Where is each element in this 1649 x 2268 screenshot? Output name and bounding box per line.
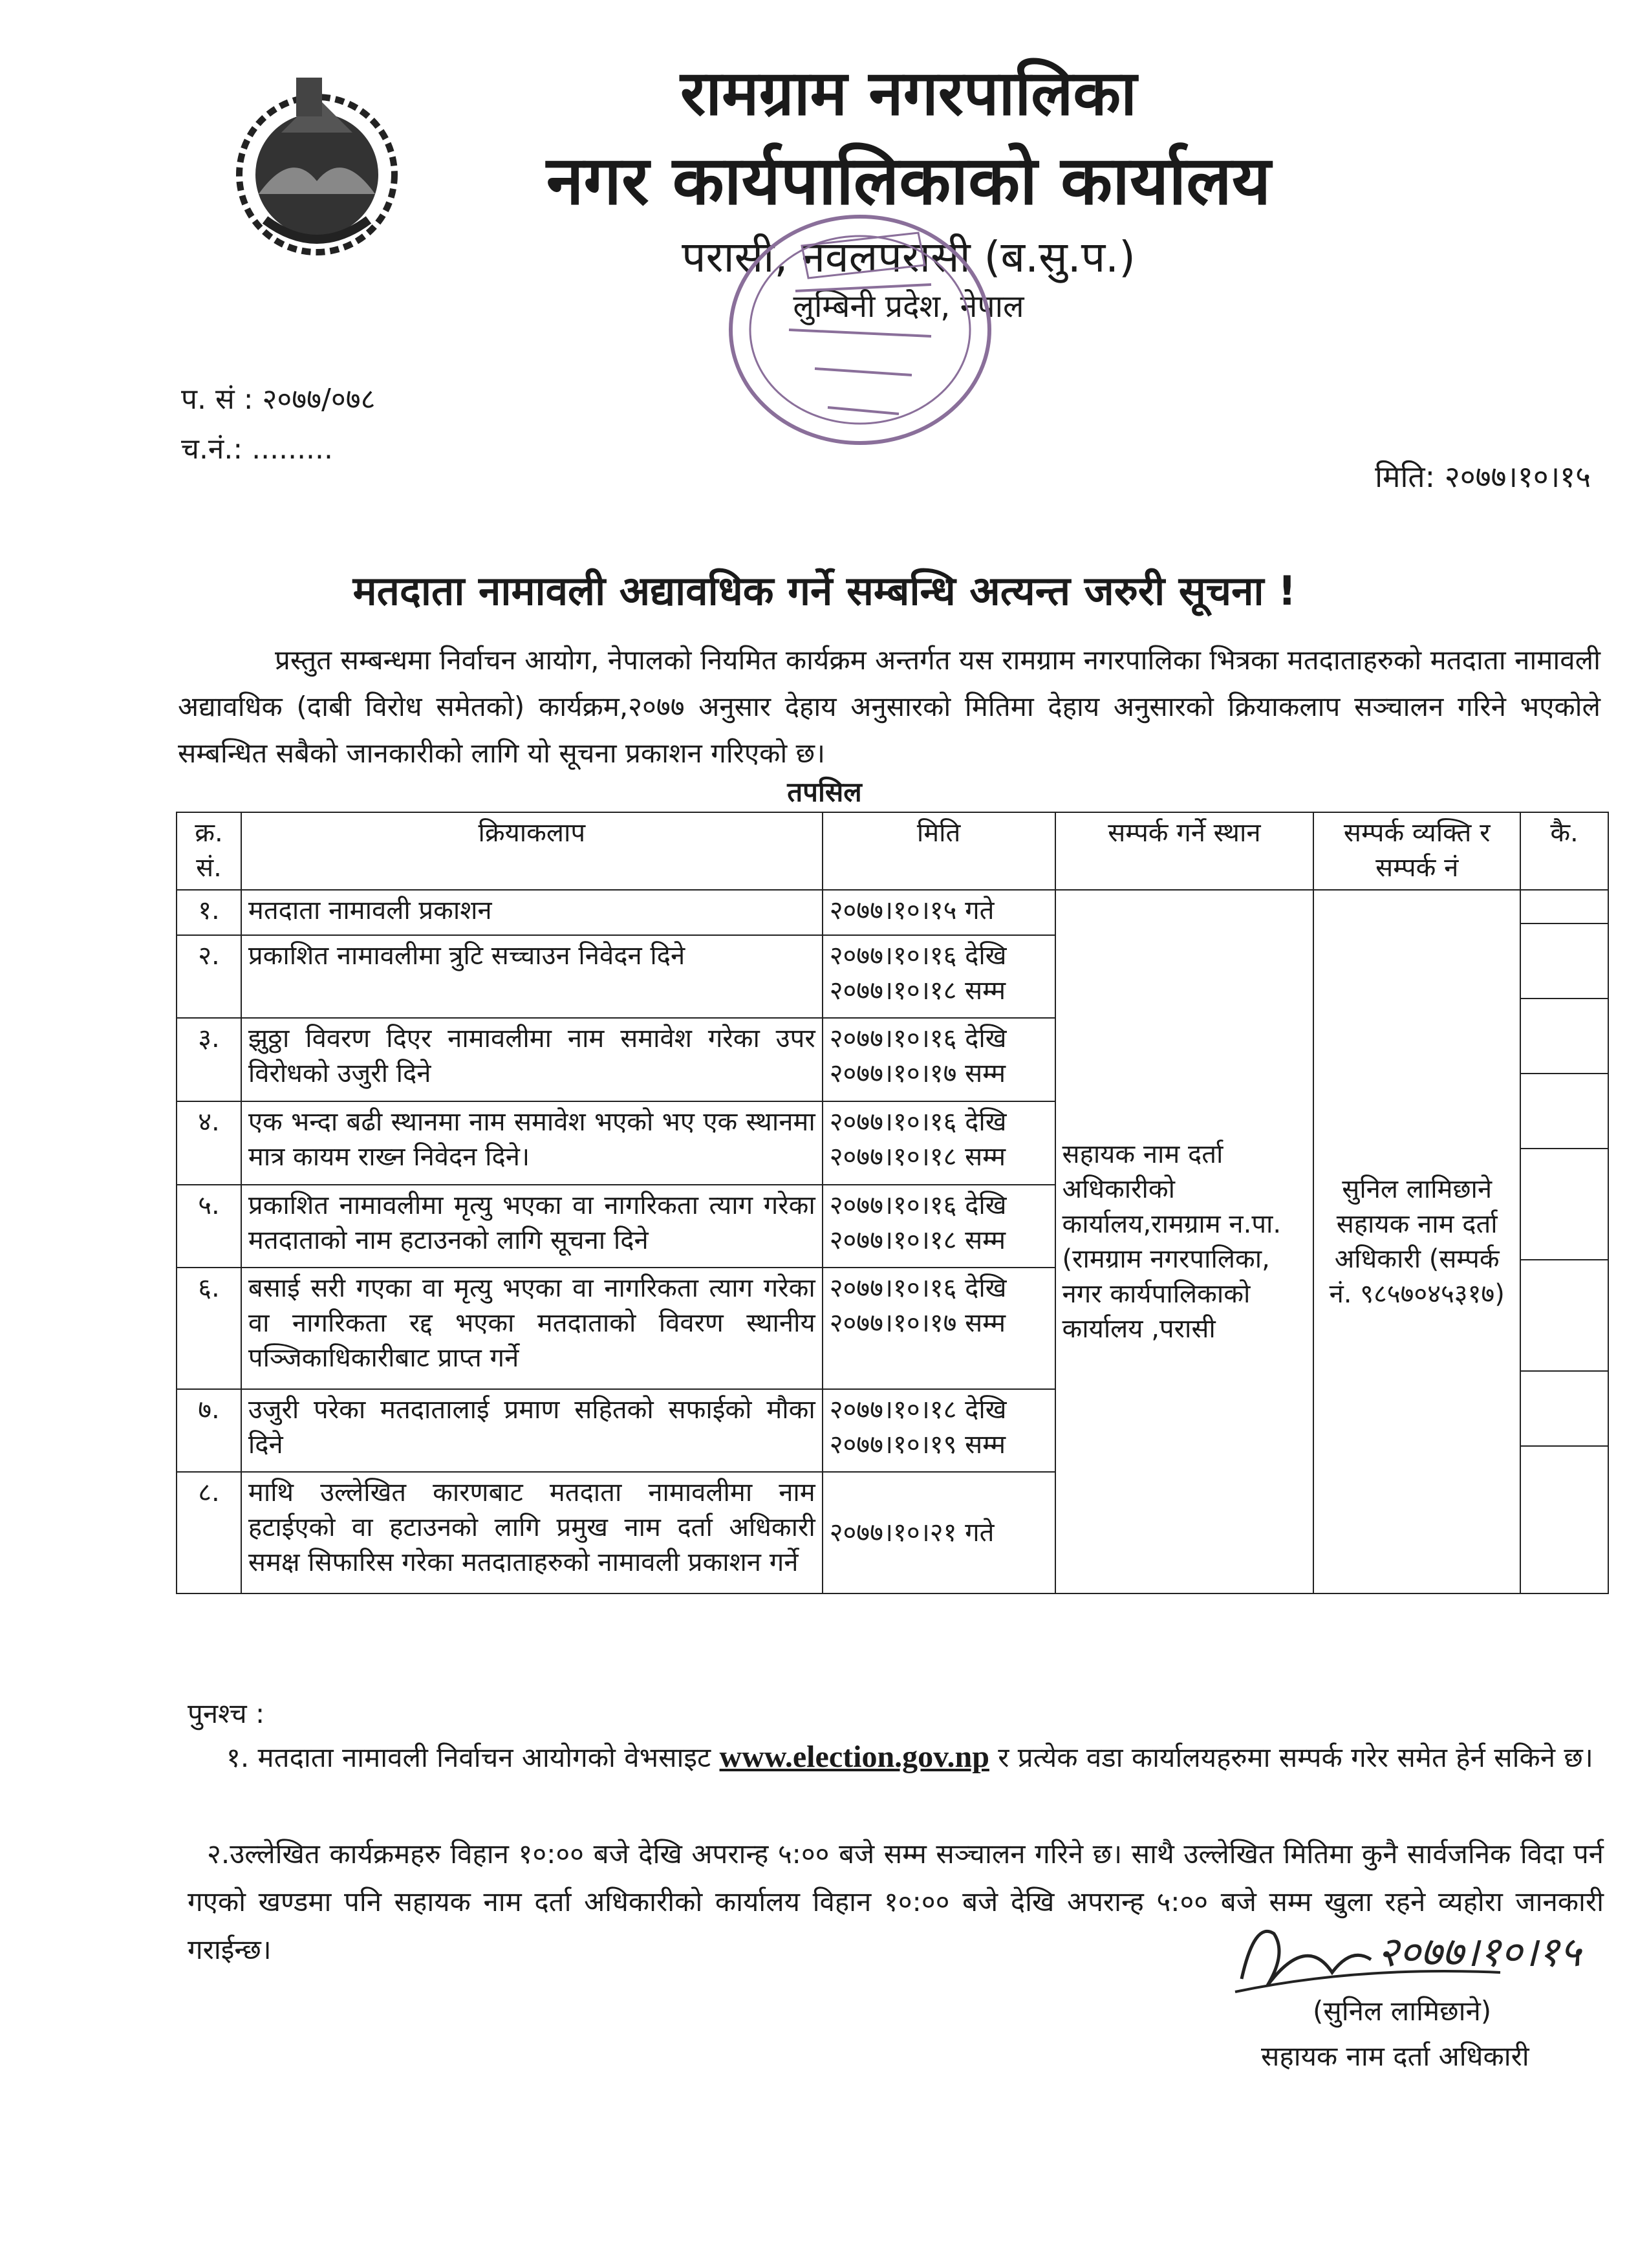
table-title: तपसिल xyxy=(787,776,862,808)
note1-text-before: १. मतदाता नामावली निर्वाचन आयोगको वेभसाइट xyxy=(226,1742,711,1773)
row-activity: बसाई सरी गएका वा मृत्यु भएका वा नागरिकता त्याग गरेका वा नागरिकता रद्द भएका मतदाताको विवरण स्थानीय पञ्जिकाधिकारीबाट प्राप्त गर्ने xyxy=(241,1268,823,1389)
row-date xyxy=(823,1185,1055,1268)
row-serial: ६. xyxy=(177,1268,241,1389)
header-activity: क्रियाकलाप xyxy=(241,812,823,890)
row-date-to: २०७७।१०।१८ सम्म xyxy=(829,1225,1006,1255)
row-date-from: २०७७।१०।१६ देखि xyxy=(829,1024,1007,1054)
province-country: लुम्बिनी प्रदेश, नेपाल xyxy=(793,288,1024,325)
row-activity: झुठ्ठा विवरण दिएर नामावलीमा नाम समावेश गरेका उपर विरोधको उजुरी दिने xyxy=(241,1018,823,1101)
notice-subject: मतदाता नामावली अद्यावधिक गर्ने सम्बन्धि अत्यन्त जरुरी सूचना ! xyxy=(352,567,1297,614)
row-activity: एक भन्दा बढी स्थानमा नाम समावेश भएको भए एक स्थानमा मात्र कायम राख्न निवेदन दिने। xyxy=(241,1101,823,1185)
row-activity: प्रकाशित नामावलीमा त्रुटि सच्चाउन निवेदन दिने xyxy=(241,935,823,1019)
row-date xyxy=(823,935,1055,1019)
office-name: नगर कार्यपालिकाको कार्यालय xyxy=(546,141,1271,220)
signature-date: २०७७।१०।१५ xyxy=(1377,1928,1581,1976)
row-serial: ४. xyxy=(177,1101,241,1185)
header-remarks: कै. xyxy=(1520,812,1608,890)
row-date-to: २०७७।१०।१९ सम्म xyxy=(829,1429,1006,1460)
row-date-from: २०७७।१०।१५ गते xyxy=(829,896,995,925)
row-date xyxy=(823,1389,1055,1473)
document-date: मिति: २०७७।१०।१५ xyxy=(1375,459,1591,494)
row-date xyxy=(823,1018,1055,1101)
header-date: मिति xyxy=(823,812,1055,890)
table-row xyxy=(177,890,1608,935)
row-date-to: २०७७।१०।१७ सम्म xyxy=(829,1308,1006,1339)
office-location: परासी, नवलपरासी (ब.सु.प.) xyxy=(682,232,1136,282)
row-activity: प्रकाशित नामावलीमा मृत्यु भएका वा नागरिकता त्याग गरेका मतदाताको नाम हटाउनको लागि सूचना दिने xyxy=(241,1185,823,1268)
row-date-from: २०७७।१०।१६ देखि xyxy=(829,1273,1007,1304)
office-stamp xyxy=(724,207,996,453)
row-date xyxy=(823,1101,1055,1185)
dispatch-number: च.नं.: ......... xyxy=(181,433,334,466)
row-serial: ८. xyxy=(177,1472,241,1593)
postscript-note-2: २.उल्लेखित कार्यक्रमहरु विहान १०:०० बजे देखि अपरान्ह ५:०० बजे सम्म सञ्चालन गरिने छ। साथै उल्लेखित मितिमा कुनै सार्वजनिक विदा पर्न गएको खण्डमा पनि सहायक नाम दर्ता अधिकारीको कार्यालय विहान १०:०० बजे देखि अपरान्ह ५:०० बजे सम्म खुला रहने व्यहोरा जानकारी गराईन्छ। xyxy=(188,1838,1604,1965)
row-activity: माथि उल्लेखित कारणबाट मतदाता नामावलीमा नाम हटाईएको वा हटाउनको लागि प्रमुख नाम दर्ता अधिकारी समक्ष सिफारिस गरेका मतदाताहरुको नामावली प्रकाशन गर्ने xyxy=(241,1472,823,1593)
header-serial: क्र. सं. xyxy=(177,812,241,890)
row-date-from: २०७७।१०।१८ देखि xyxy=(829,1394,1007,1425)
row-activity: उजुरी परेका मतदातालाई प्रमाण सहितको सफाईको मौका दिने xyxy=(241,1389,823,1473)
row-serial: २. xyxy=(177,935,241,1019)
row-date-from: २०७७।१०।१६ देखि xyxy=(829,1190,1007,1220)
row-date-to: २०७७।१०।१८ सम्म xyxy=(829,975,1006,1006)
letter-number: प. सं : २०७७/०७८ xyxy=(181,383,376,416)
row-date xyxy=(823,1268,1055,1389)
postscript-note-1 xyxy=(188,1733,1604,1782)
election-website-link[interactable]: www.election.gov.np xyxy=(719,1740,989,1774)
remarks-column xyxy=(1520,890,1608,1593)
postscript-title: पुनश्च : xyxy=(188,1698,265,1729)
header-person: सम्पर्क व्यक्ति र सम्पर्क नं xyxy=(1313,812,1520,890)
note1-text-after: र प्रत्येक वडा कार्यालयहरुमा सम्पर्क गरेर समेत हेर्न सकिने छ। xyxy=(998,1742,1593,1773)
intro-paragraph: प्रस्तुत सम्बन्धमा निर्वाचन आयोग, नेपालको नियमित कार्यक्रम अन्तर्गत यस रामग्राम नगरपालिका भित्रका मतदाताहरुको मतदाता नामावली अद्यावधिक (दाबी विरोध समेतको) कार्यक्रम,२०७७ अनुसार देहाय अनुसारको मितिमा देहाय अनुसारको क्रियाकलाप सञ्चालन गरिने भएकोले सम्बन्धित सबैको जानकारीको लागि यो सूचना प्रकाशन गरिएको छ। xyxy=(178,644,1600,769)
signatory-name: (सुनिल लामिछाने) xyxy=(1313,1995,1492,2027)
schedule-table xyxy=(176,812,1609,1594)
municipality-name: रामग्राम नगरपालिका xyxy=(680,57,1137,129)
row-serial: ५. xyxy=(177,1185,241,1268)
row-date-from: २०७७।१०।२१ गते xyxy=(829,1518,995,1548)
header-place: सम्पर्क गर्ने स्थान xyxy=(1055,812,1314,890)
contact-place: सहायक नाम दर्ता अधिकारीको कार्यालय,रामग्राम न.पा.(रामग्राम नगरपालिका, नगर कार्यपालिकाको कार्यालय ,परासी xyxy=(1055,890,1314,1593)
row-date-to: २०७७।१०।१७ सम्म xyxy=(829,1059,1006,1089)
contact-person: सुनिल लामिछाने सहायक नाम दर्ता अधिकारी (सम्पर्क नं. ९८५७०४५३१७) xyxy=(1313,890,1520,1593)
table-header-row xyxy=(177,812,1608,890)
row-date-from: २०७७।१०।१६ देखि xyxy=(829,1107,1007,1138)
row-serial: ३. xyxy=(177,1018,241,1101)
row-serial: ७. xyxy=(177,1389,241,1473)
row-serial: १. xyxy=(177,890,241,935)
row-activity: मतदाता नामावली प्रकाशन xyxy=(241,890,823,935)
row-date-to: २०७७।१०।१८ सम्म xyxy=(829,1142,1006,1172)
row-date xyxy=(823,1472,1055,1593)
signatory-designation: सहायक नाम दर्ता अधिकारी xyxy=(1261,2040,1529,2072)
row-date-from: २०७७।१०।१६ देखि xyxy=(829,940,1007,971)
row-date xyxy=(823,890,1055,935)
